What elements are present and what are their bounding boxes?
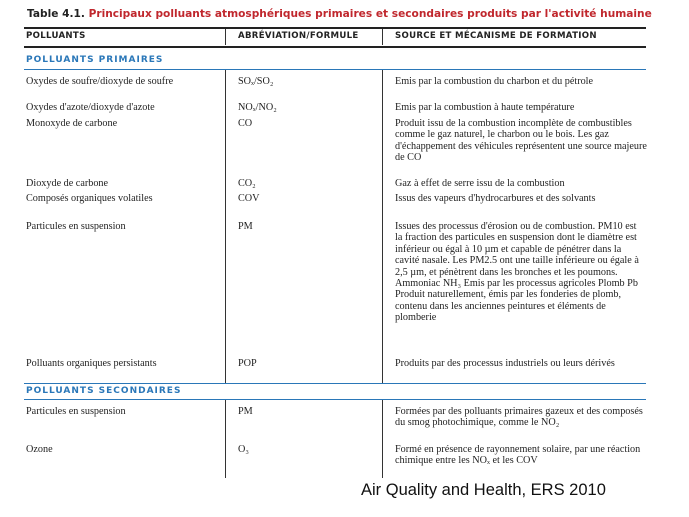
- pollutant-name: Ozone: [26, 444, 53, 455]
- pollutant-name: Monoxyde de carbone: [26, 118, 118, 129]
- pollutant-formula: PM: [238, 221, 253, 232]
- pollutant-formula: SOₓ/SO₂: [238, 76, 274, 87]
- pollutant-formula: POP: [238, 358, 257, 369]
- pollutant-formula: CO: [238, 118, 253, 129]
- pollutant-source: Produit issu de la combustion incomplète de combustibles comme le gaz naturel, le charbon ou le bois. Les gaz d'échappement des véhicules représentent une source majeure de CO: [395, 118, 647, 164]
- header-formule: ABRÉVIATION/FORMULE: [238, 31, 359, 41]
- table-title-number: Table 4.1.: [27, 8, 85, 20]
- pollutant-name: Composés organiques volatiles: [26, 193, 153, 204]
- pollutant-source: Issus des vapeurs d'hydrocarbures et des solvants: [395, 193, 596, 204]
- header-source: SOURCE ET MÉCANISME DE FORMATION: [395, 31, 597, 41]
- pollutant-source: Emis par la combustion du charbon et du pétrole: [395, 76, 594, 87]
- section-rule: [24, 383, 646, 384]
- pollutant-name: Oxydes de soufre/dioxyde de soufre: [26, 76, 174, 87]
- pollutant-name: Oxydes d'azote/dioxyde d'azote: [26, 102, 155, 113]
- pollutant-source: Gaz à effet de serre issu de la combustion: [395, 178, 565, 189]
- header-polluants: POLLUANTS: [26, 31, 86, 41]
- pollutant-name: Polluants organiques persistants: [26, 358, 157, 369]
- pollutant-formula: COV: [238, 193, 260, 204]
- pollutant-formula: NOₓ/NO₂: [238, 102, 277, 113]
- pollutant-formula: PM: [238, 406, 253, 417]
- section-rule: [24, 399, 646, 400]
- pollutant-source: Formé en présence de rayonnement solaire, par une réaction chimique entre les NOₓ et les COV: [395, 444, 641, 467]
- pollutant-formula: CO₂: [238, 178, 256, 189]
- header-rule: [24, 46, 646, 48]
- pollutant-source: Issues des processus d'érosion ou de combustion. PM10 est la fraction des particules en suspension dont le diamètre est inférieur ou égal à 10 µm et capable de pénétrer dans la cavité nasale. Les PM2.5 ont une taille inférieure ou égale à 2,5 µm, et pénètrent dans les bronches et les poumons. Ammoniac NH₃ Emis par les processus agricoles Plomb Pb Produit naturellement, émis par les fonderies de plomb, contenu dans les anciennes peintures et éléments de plomberie: [395, 221, 639, 324]
- table-title: [27, 8, 652, 20]
- top-rule: [24, 27, 646, 29]
- pollutant-name: Particules en suspension: [26, 221, 126, 232]
- pollutant-name: Dioxyde de carbone: [26, 178, 109, 189]
- pollutant-source: Emis par la combustion à haute température: [395, 102, 575, 113]
- column-divider: [382, 400, 383, 478]
- section-rule: [24, 69, 646, 70]
- header-divider: [382, 29, 383, 45]
- pollutant-name: Particules en suspension: [26, 406, 126, 417]
- pollutant-source: Produits par des processus industriels ou leurs dérivés: [395, 358, 615, 369]
- pollutant-source: Formées par des polluants primaires gazeux et des composés du smog photochimique, comme le NO₂: [395, 406, 643, 429]
- table-title-text: Principaux polluants atmosphériques primaires et secondaires produits par l'activité humaine: [88, 8, 652, 20]
- section-label-primaires: POLLUANTS PRIMAIRES: [26, 55, 164, 65]
- section-label-secondaires: POLLUANTS SECONDAIRES: [26, 386, 182, 396]
- source-caption: Air Quality and Health, ERS 2010: [361, 481, 606, 499]
- pollutant-formula: O₃: [238, 444, 249, 455]
- column-divider: [382, 70, 383, 383]
- header-divider: [225, 29, 226, 45]
